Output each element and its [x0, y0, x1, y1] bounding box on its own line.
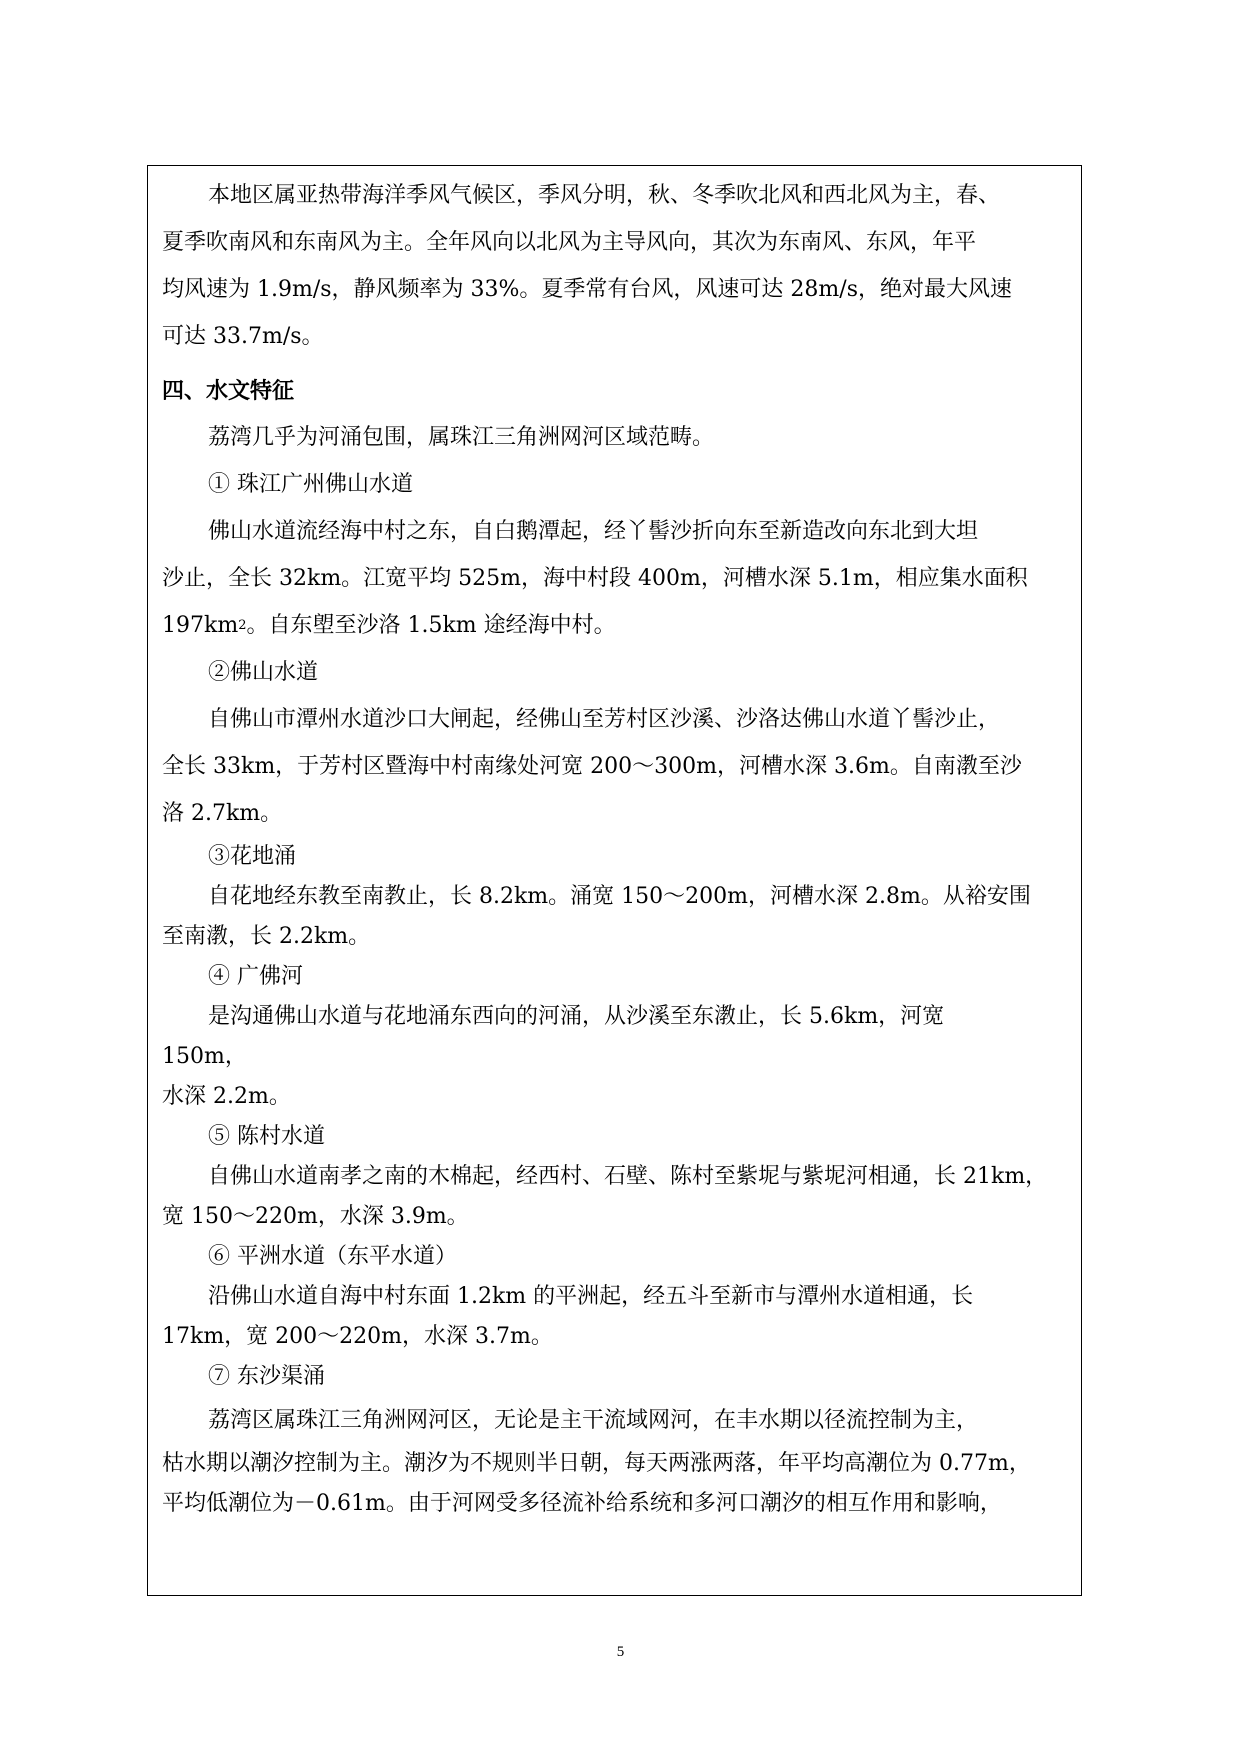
river-line: 自佛山水道南孝之南的木棉起，经西村、石壁、陈村至紫坭与紫坭河相通，长 21km，	[208, 1164, 1048, 1189]
river-line: 全长 33km，于芳村区暨海中村南缘处河宽 200～300m，河槽水深 3.6m。自南漖至沙	[162, 753, 1022, 779]
river-line: 17km，宽 200～220m，水深 3.7m。	[162, 1324, 553, 1349]
closing-line: 平均低潮位为－0.61m。由于河网受多径流补给系统和多河口潮汐的相互作用和影响，	[162, 1491, 1002, 1516]
river-area-text: 。自东塱至沙洛 1.5km 途经海中村。	[246, 612, 616, 638]
river-line: 沿佛山水道自海中村东面 1.2km 的平洲起，经五斗至新市与潭州水道相通，长	[208, 1284, 974, 1309]
river-area-value: 197km	[162, 612, 239, 638]
river-title: ⑥ 平洲水道（东平水道）	[208, 1244, 457, 1269]
page-number: 5	[616, 1644, 625, 1660]
river-line: 沙止，全长 32km。江宽平均 525m，海中村段 400m，河槽水深 5.1m，相应集水面积	[162, 565, 1028, 591]
river-title: ④ 广佛河	[208, 964, 303, 989]
section-heading: 四、水文特征	[162, 378, 295, 404]
closing-line: 荔湾区属珠江三角洲网河区，无论是主干流域网河，在丰水期以径流控制为主，	[208, 1407, 979, 1433]
river-line: 自花地经东教至南教止，长 8.2km。涌宽 150～200m，河槽水深 2.8m。从裕安围	[208, 884, 1031, 909]
hydrology-intro: 荔湾几乎为河涌包围，属珠江三角洲网河区域范畴。	[208, 424, 715, 450]
river-line: 洛 2.7km。	[162, 800, 283, 826]
river-line: 150m，	[162, 1044, 247, 1069]
river-title: ① 珠江广州佛山水道	[208, 471, 413, 497]
river-line: 水深 2.2m。	[162, 1084, 291, 1109]
river-title: ⑤ 陈村水道	[208, 1124, 325, 1149]
climate-line: 可达 33.7m/s。	[162, 323, 324, 349]
climate-line: 夏季吹南风和东南风为主。全年风向以北风为主导风向，其次为东南风、东风，年平	[162, 229, 977, 255]
river-line: 197km 2 。自东塱至沙洛 1.5km 途经海中村。	[162, 612, 616, 638]
content-frame	[147, 165, 1082, 1596]
climate-line: 均风速为 1.9m/s，静风频率为 33%。夏季常有台风，风速可达 28m/s，绝对最大风速	[162, 276, 1012, 302]
river-line: 自佛山市潭州水道沙口大闸起，经佛山至芳村区沙溪、沙洛达佛山水道丫髻沙止，	[208, 706, 1001, 732]
river-title: ②佛山水道	[208, 659, 319, 685]
closing-line: 枯水期以潮汐控制为主。潮汐为不规则半日朝，每天两涨两落，年平均高潮位为 0.77m，	[162, 1451, 1031, 1476]
river-line: 是沟通佛山水道与花地涌东西向的河涌，从沙溪至东漖止，长 5.6km，河宽	[208, 1004, 945, 1029]
river-title: ⑦ 东沙渠涌	[208, 1364, 325, 1389]
river-line: 佛山水道流经海中村之东，自白鹅潭起，经丫髻沙折向东至新造改向东北到大坦	[208, 518, 979, 544]
climate-paragraph	[162, 172, 1067, 360]
river-line: 至南漖，长 2.2km。	[162, 924, 371, 949]
river-line: 宽 150～220m，水深 3.9m。	[162, 1204, 469, 1229]
climate-line: 本地区属亚热带海洋季风气候区，季风分明，秋、冬季吹北风和西北风为主，春、	[208, 182, 1001, 208]
river-title: ③花地涌	[208, 844, 297, 869]
